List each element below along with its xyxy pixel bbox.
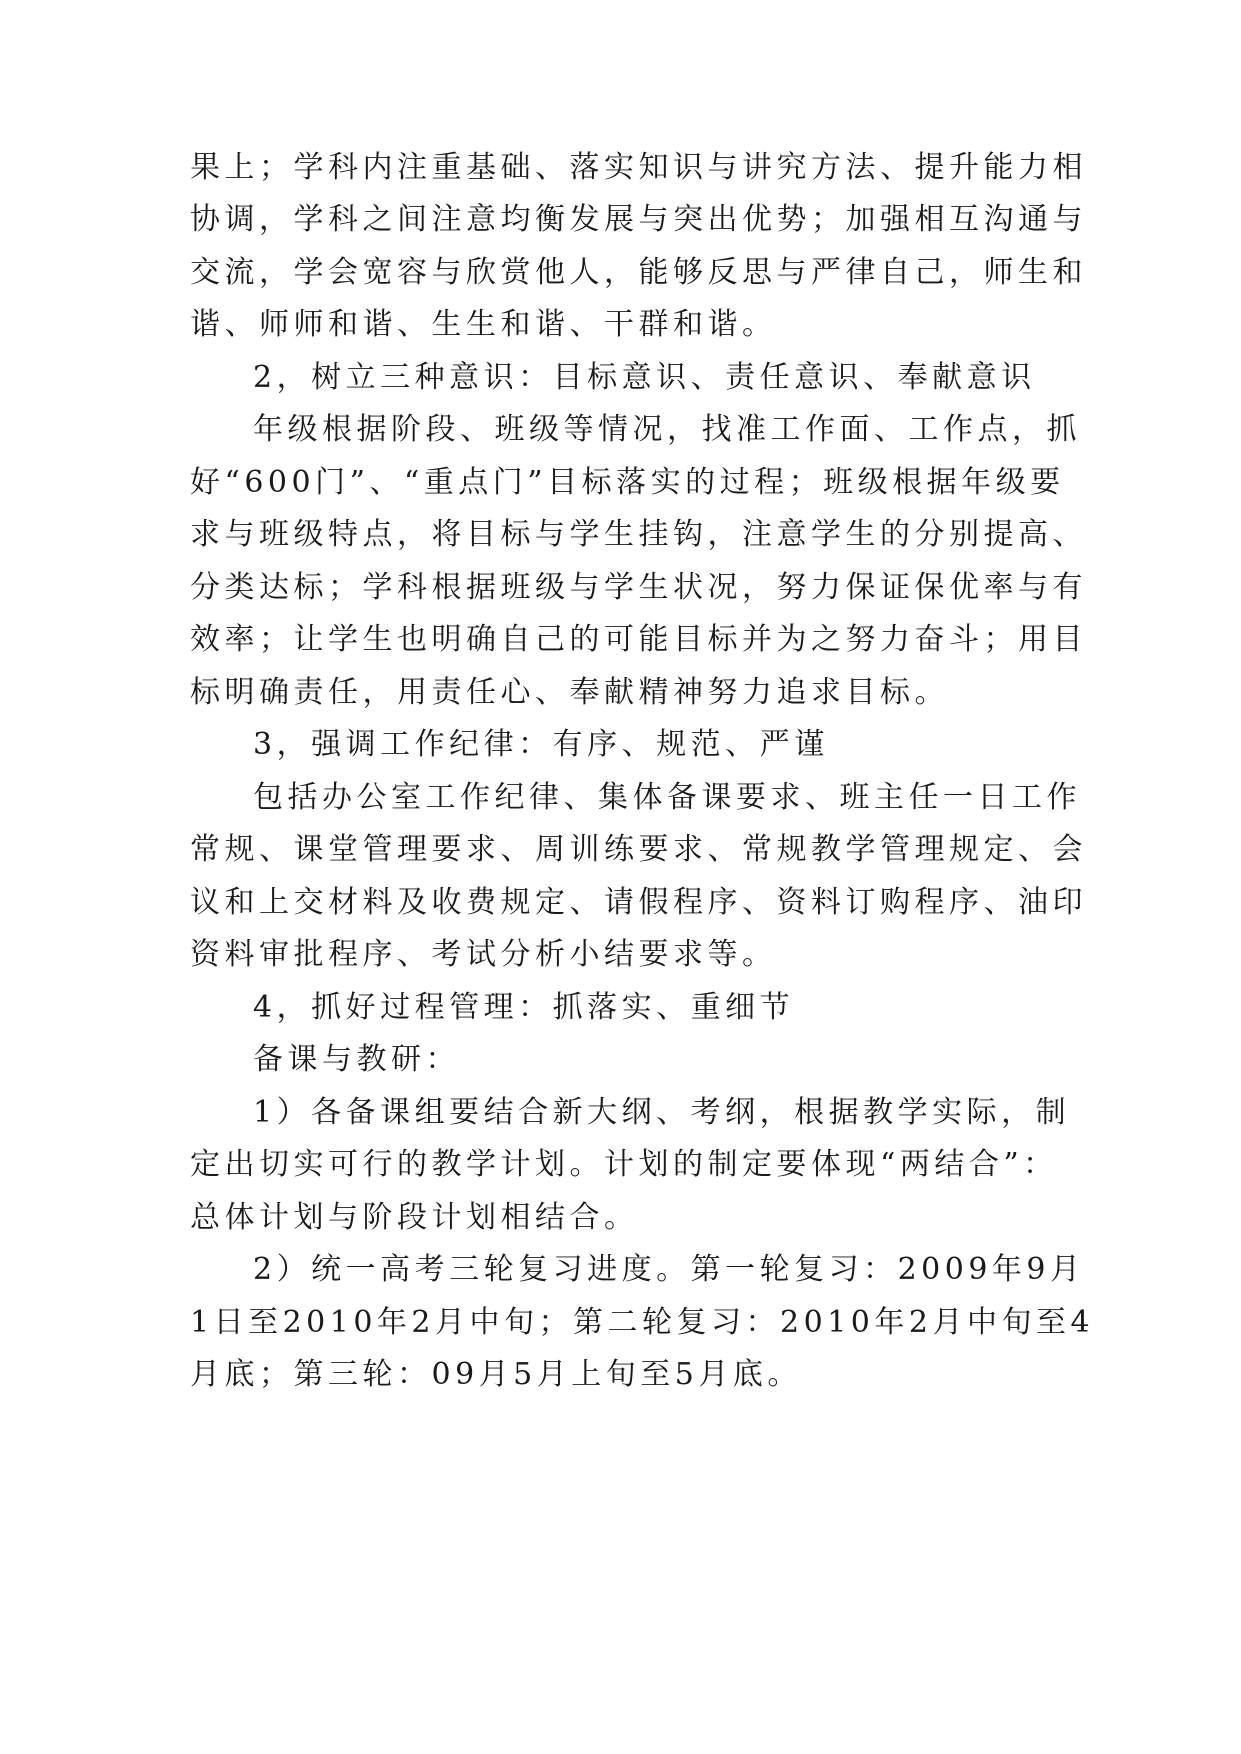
text-line: 包括办公室工作纪律、集体备课要求、班主任一日工作 <box>253 780 1081 815</box>
text-line: 1日至2010年2月中旬；第二轮复习：2010年2月中旬至4 <box>190 1305 1095 1340</box>
text-line: 交流，学会宽容与欣赏他人，能够反思与严律自己，师生和 <box>190 255 1087 290</box>
section-heading: 3，强调工作纪律：有序、规范、严谨 <box>253 727 829 762</box>
text-line: 资料审批程序、考试分析小结要求等。 <box>190 937 777 972</box>
section-heading: 4，抓好过程管理：抓落实、重细节 <box>253 990 795 1025</box>
text-line: 求与班级特点，将目标与学生挂钩，注意学生的分别提高、 <box>190 517 1087 552</box>
text-line: 1）各备课组要结合新大纲、考纲，根据教学实际，制 <box>253 1095 1071 1130</box>
subheading: 备课与教研： <box>253 1042 460 1077</box>
section-heading: 2，树立三种意识：目标意识、责任意识、奉献意识 <box>253 360 1036 395</box>
text-line: 2）统一高考三轮复习进度。第一轮复习：2009年9月 <box>253 1252 1085 1287</box>
text-line: 定出切实可行的教学计划。计划的制定要体现“两结合”： <box>190 1147 1058 1182</box>
text-line: 分类达标；学科根据班级与学生状况，努力保证保优率与有 <box>190 570 1087 605</box>
text-line: 果上；学科内注重基础、落实知识与讲究方法、提升能力相 <box>190 150 1087 185</box>
text-line: 年级根据阶段、班级等情况，找准工作面、工作点，抓 <box>253 412 1081 447</box>
text-line: 标明确责任，用责任心、奉献精神努力追求目标。 <box>190 675 949 710</box>
text-line: 好“600门”、“重点门”目标落实的过程；班级根据年级要 <box>190 465 1065 500</box>
text-line: 议和上交材料及收费规定、请假程序、资料订购程序、油印 <box>190 885 1087 920</box>
text-line: 月底；第三轮：09月5月上旬至5月底。 <box>190 1357 802 1392</box>
text-line: 协调，学科之间注意均衡发展与突出优势；加强相互沟通与 <box>190 202 1087 237</box>
text-line: 常规、课堂管理要求、周训练要求、常规教学管理规定、会 <box>190 832 1087 867</box>
text-line: 谐、师师和谐、生生和谐、干群和谐。 <box>190 307 777 342</box>
text-line: 效率；让学生也明确自己的可能目标并为之努力奋斗；用目 <box>190 622 1087 657</box>
text-line: 总体计划与阶段计划相结合。 <box>190 1200 639 1235</box>
